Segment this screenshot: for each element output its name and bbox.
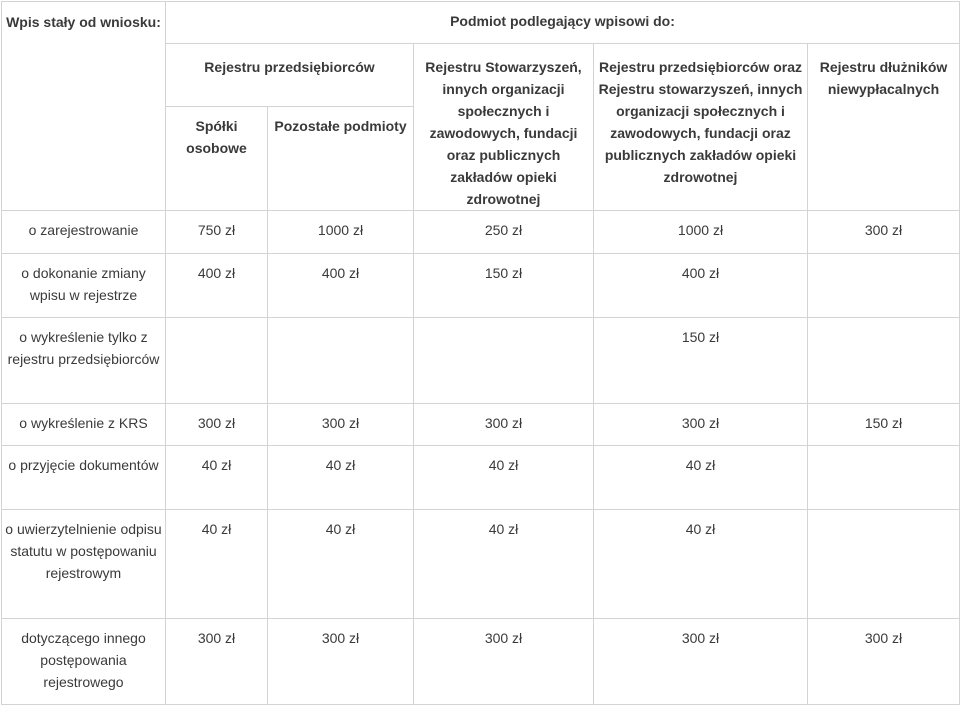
header-rejestru-dluznikow: Rejestru dłużników niewypłacalnych [808, 44, 960, 211]
fee-cell: 40 zł [268, 510, 414, 619]
fee-cell: 300 zł [414, 619, 594, 705]
fee-cell: 40 zł [414, 510, 594, 619]
fee-cell [166, 318, 268, 404]
fee-cell [268, 318, 414, 404]
main-header: Podmiot podlegający wpisowi do: [166, 2, 960, 44]
table-row [2, 254, 960, 318]
fee-cell: 150 zł [808, 404, 960, 446]
fee-cell [808, 446, 960, 510]
header-rejestru-stowarzyszen: Rejestru Stowarzyszeń, innych organizacji społecznych i zawodowych, fundacji oraz publicznych zakładów opieki zdrowotnej [414, 44, 594, 211]
fee-cell: 40 zł [594, 446, 808, 510]
header-pozostale-podmioty: Pozostałe podmioty [268, 106, 414, 210]
fee-cell: 300 zł [594, 404, 808, 446]
row-label: o uwierzytelnienie odpisu statutu w postępowaniu rejestrowym [2, 510, 166, 619]
table-row [2, 211, 960, 254]
table-row [2, 510, 960, 619]
header-spolki-osobowe: Spółki osobowe [166, 106, 268, 210]
corner-header: Wpis stały od wniosku: [2, 2, 166, 211]
fee-cell: 40 zł [268, 446, 414, 510]
fee-cell: 40 zł [166, 446, 268, 510]
table-row [2, 318, 960, 404]
fee-cell: 300 zł [166, 619, 268, 705]
fee-cell: 750 zł [166, 211, 268, 254]
fee-cell: 400 zł [594, 254, 808, 318]
fee-cell: 400 zł [166, 254, 268, 318]
fee-cell: 1000 zł [594, 211, 808, 254]
table-row [2, 619, 960, 705]
fee-table [1, 1, 960, 705]
fee-cell [808, 510, 960, 619]
row-label: o zarejestrowanie [2, 211, 166, 254]
fee-cell [808, 254, 960, 318]
row-label: dotyczącego innego postępowania rejestrowego [2, 619, 166, 705]
row-label: o dokonanie zmiany wpisu w rejestrze [2, 254, 166, 318]
fee-cell: 400 zł [268, 254, 414, 318]
fee-cell: 300 zł [166, 404, 268, 446]
fee-cell: 300 zł [808, 211, 960, 254]
fee-cell: 150 zł [594, 318, 808, 404]
header-rejestru-oraz: Rejestru przedsiębiorców oraz Rejestru stowarzyszeń, innych organizacji społecznych i zawodowych, fundacji oraz publicznych zakładów opieki zdrowotnej [594, 44, 808, 211]
fee-cell: 1000 zł [268, 211, 414, 254]
fee-cell [808, 318, 960, 404]
table-row [2, 446, 960, 510]
fee-cell: 40 zł [166, 510, 268, 619]
table-row [2, 404, 960, 446]
fee-cell: 40 zł [594, 510, 808, 619]
fee-cell: 40 zł [414, 446, 594, 510]
fee-cell: 300 zł [268, 619, 414, 705]
fee-cell: 250 zł [414, 211, 594, 254]
fee-cell [414, 318, 594, 404]
fee-cell: 150 zł [414, 254, 594, 318]
fee-cell: 300 zł [414, 404, 594, 446]
row-label: o wykreślenie z KRS [2, 404, 166, 446]
row-label: o wykreślenie tylko z rejestru przedsiębiorców [2, 318, 166, 404]
row-label: o przyjęcie dokumentów [2, 446, 166, 510]
header-rejestru-przedsiebiorcow: Rejestru przedsiębiorców [166, 44, 414, 107]
fee-cell: 300 zł [268, 404, 414, 446]
fee-cell: 300 zł [808, 619, 960, 705]
fee-cell: 300 zł [594, 619, 808, 705]
